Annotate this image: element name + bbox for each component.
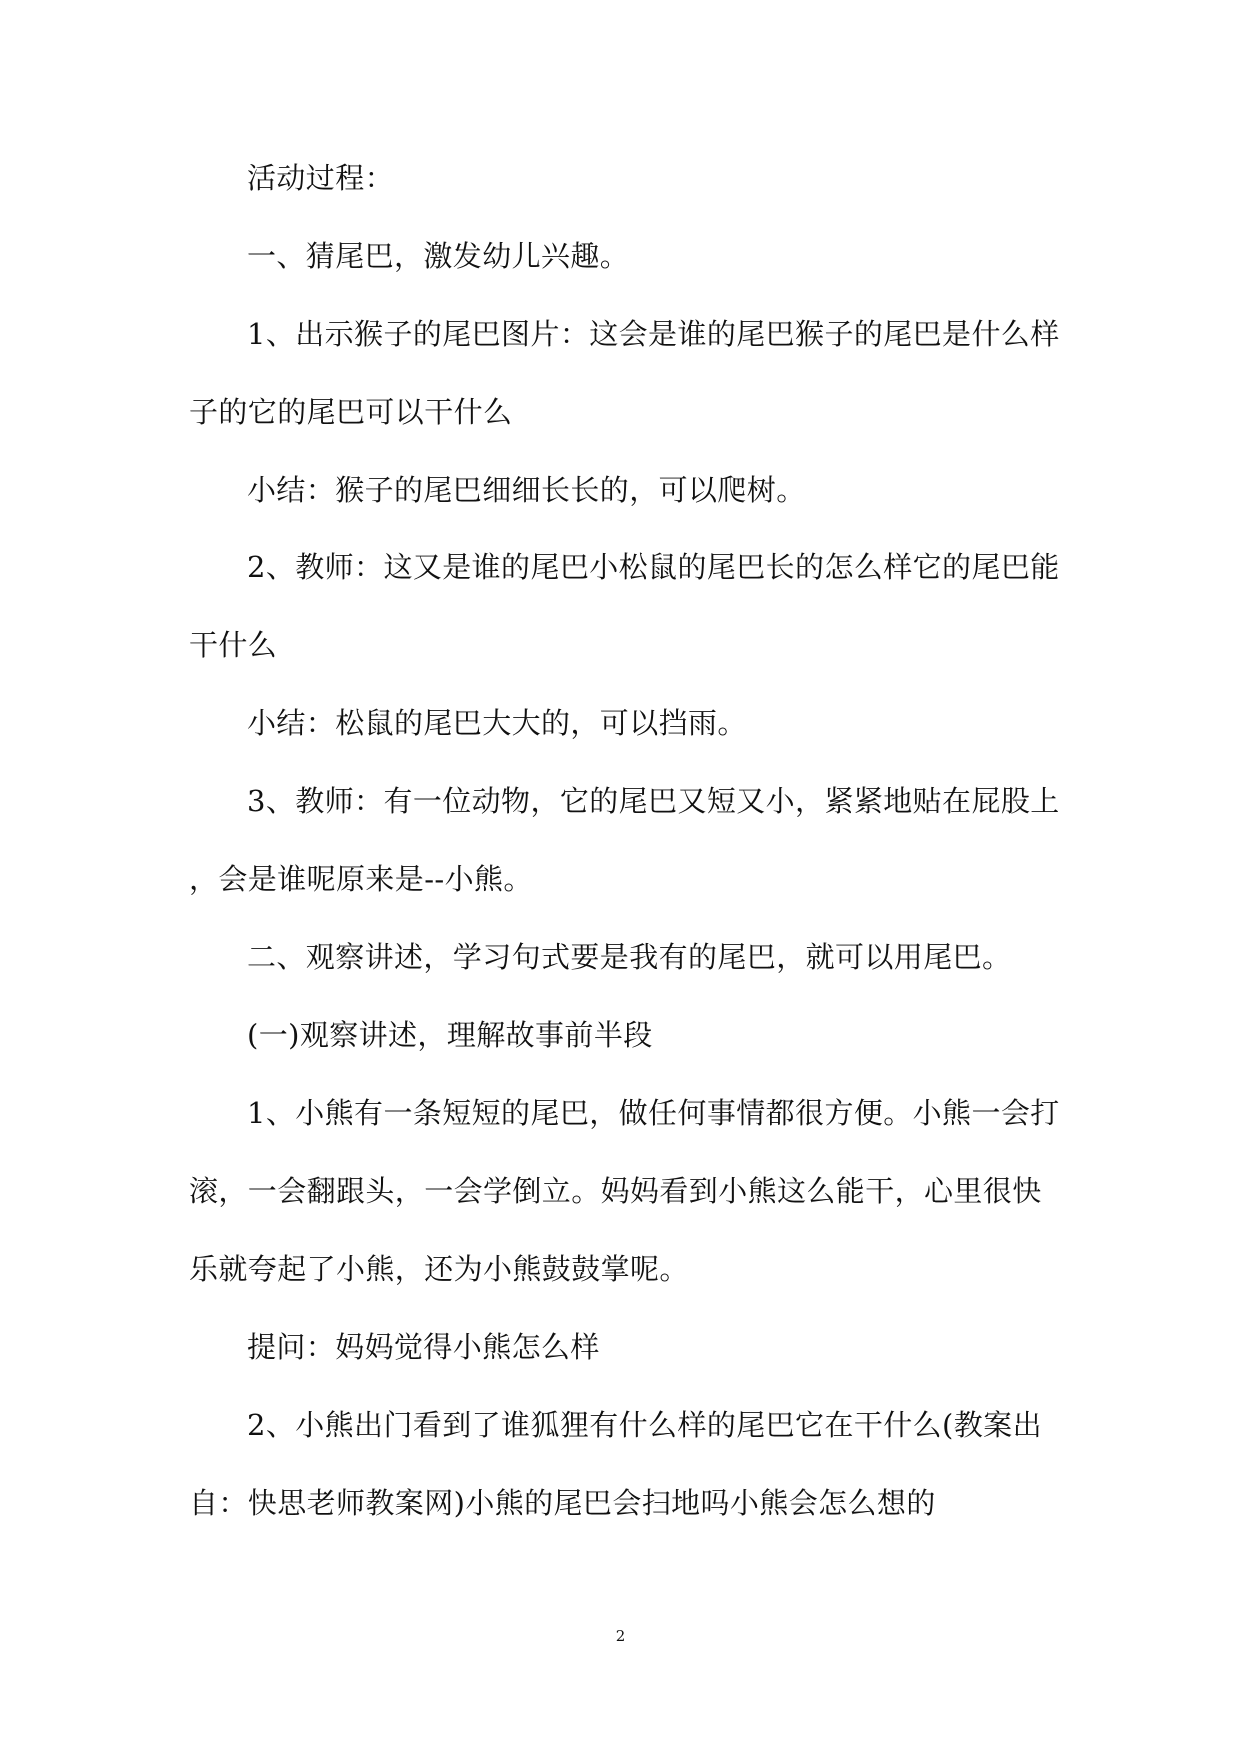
paragraph-summary-monkey: 小结：猴子的尾巴细细长长的，可以爬树。 [247, 473, 806, 507]
paragraph-fox-line-2: 自：快思老师教案网)小熊的尾巴会扫地吗小熊会怎么想的 [189, 1486, 936, 1520]
paragraph-subsection-one-heading: (一)观察讲述，理解故事前半段 [247, 1018, 653, 1052]
paragraph-bear-tail-line-1: 3、教师：有一位动物，它的尾巴又短又小，紧紧地贴在屁股上 [247, 784, 1060, 818]
paragraph-section-two-heading: 二、观察讲述，学习句式要是我有的尾巴，就可以用尾巴。 [247, 940, 1012, 974]
paragraph-activity-process: 活动过程： [247, 161, 395, 195]
paragraph-bear-story-line-1: 1、小熊有一条短短的尾巴，做任何事情都很方便。小熊一会打 [247, 1096, 1060, 1130]
paragraph-monkey-tail-line-1: 1、出示猴子的尾巴图片：这会是谁的尾巴猴子的尾巴是什么样 [247, 317, 1060, 351]
paragraph-bear-tail-line-2: ，会是谁呢原来是--小熊。 [189, 862, 533, 896]
page-number: 2 [615, 1627, 626, 1645]
paragraph-squirrel-tail-line-2: 干什么 [189, 628, 278, 662]
paragraph-bear-story-line-2: 滚，一会翻跟头，一会学倒立。妈妈看到小熊这么能干，心里很快 [189, 1174, 1042, 1208]
paragraph-monkey-tail-line-2: 子的它的尾巴可以干什么 [189, 395, 513, 429]
paragraph-question: 提问：妈妈觉得小熊怎么样 [247, 1330, 600, 1364]
paragraph-squirrel-tail-line-1: 2、教师：这又是谁的尾巴小松鼠的尾巴长的怎么样它的尾巴能 [247, 550, 1060, 584]
paragraph-summary-squirrel: 小结：松鼠的尾巴大大的，可以挡雨。 [247, 706, 747, 740]
paragraph-bear-story-line-3: 乐就夸起了小熊，还为小熊鼓鼓掌呢。 [189, 1252, 689, 1286]
paragraph-fox-line-1: 2、小熊出门看到了谁狐狸有什么样的尾巴它在干什么(教案出 [247, 1408, 1042, 1442]
paragraph-section-one-heading: 一、猜尾巴，激发幼儿兴趣。 [247, 239, 630, 273]
